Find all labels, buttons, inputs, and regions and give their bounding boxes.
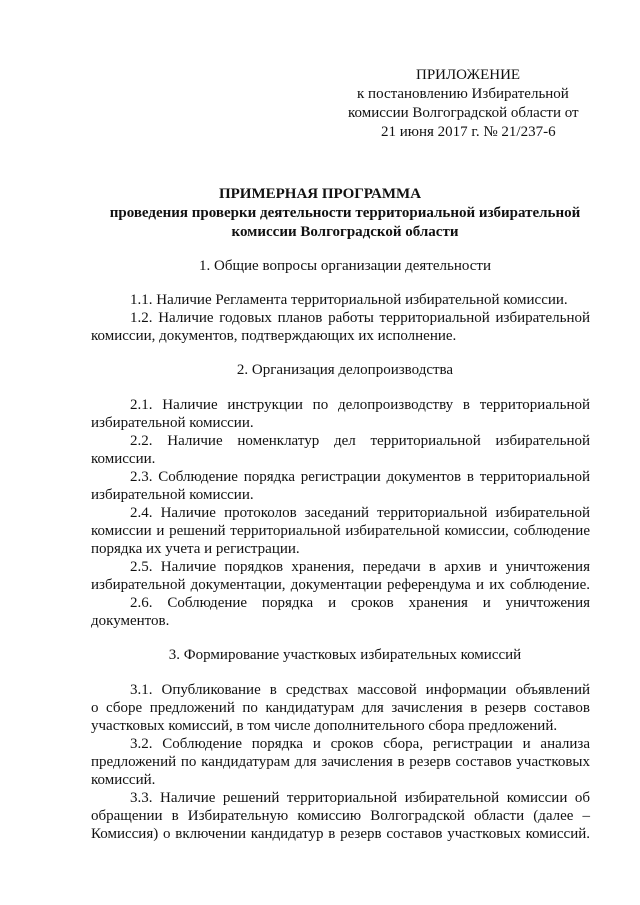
document-title: ПРИМЕРНАЯ ПРОГРАММА (218, 186, 422, 202)
section-3-title: 3. Формирование участковых избирательных комиссий (168, 647, 522, 663)
section-2-item-4-line-2: комиссии и решений территориальной избирательной комиссии, соблюдение (91, 523, 590, 539)
document-subtitle-1: проведения проверки деятельности территориальной избирательной (109, 205, 581, 221)
section-2-title: 2. Организация делопроизводства (236, 362, 454, 378)
section-2-item-1-line-1: 2.1. Наличие инструкции по делопроизводству в территориальной (130, 397, 590, 413)
section-1-item-2-line-2: комиссии, документов, подтверждающих их исполнение. (91, 328, 457, 344)
section-3-item-1-line-1: 3.1. Опубликование в средствах массовой информации объявлений (130, 682, 590, 698)
section-3-item-3-line-1: 3.3. Наличие решений территориальной избирательной комиссии об (130, 790, 590, 806)
section-2-item-4-line-1: 2.4. Наличие протоколов заседаний территориальной избирательной (130, 505, 590, 521)
section-2-item-3-line-1: 2.3. Соблюдение порядка регистрации документов в территориальной (130, 469, 590, 485)
section-2-item-3-line-2: избирательной комиссии. (91, 487, 254, 503)
section-1-item-2-line-1: 1.2. Наличие годовых планов работы территориальной избирательной (130, 310, 590, 326)
section-3-item-3-line-2: обращении в Избирательную комиссию Волгоградской области (далее – (91, 808, 590, 824)
section-2-item-4-line-3: порядка их учета и регистрации. (91, 541, 300, 557)
section-2-item-1-line-2: избирательной комиссии. (91, 415, 254, 431)
appendix-title: ПРИЛОЖЕНИЕ (416, 67, 521, 83)
appendix-line-2: комиссии Волгоградской области от (348, 105, 579, 121)
section-2-item-2-line-1: 2.2. Наличие номенклатур дел территориальной избирательной (130, 433, 590, 449)
section-1-item-1: 1.1. Наличие Регламента территориальной избирательной комиссии. (130, 292, 568, 308)
section-2-item-6-line-1: 2.6. Соблюдение порядка и сроков хранения и уничтожения (130, 595, 590, 611)
section-3-item-3-line-3: Комиссия) о включении кандидатур в резерв составов участковых комиссий. (91, 826, 590, 842)
appendix-line-1: к постановлению Избирательной (357, 86, 569, 102)
section-2-item-5-line-1: 2.5. Наличие порядков хранения, передачи в архив и уничтожения (130, 559, 590, 575)
section-3-item-2-line-2: предложений по кандидатурам для зачисления в резерв составов участковых (91, 754, 590, 770)
document-subtitle-2: комиссии Волгоградской области (231, 224, 459, 240)
section-2-item-2-line-2: комиссии. (91, 451, 156, 467)
section-2-item-5-line-2: избирательной документации, документации референдума и их соблюдение. (91, 577, 590, 593)
section-3-item-2-line-1: 3.2. Соблюдение порядка и сроков сбора, регистрации и анализа (130, 736, 590, 752)
section-2-item-6-line-2: документов. (91, 613, 170, 629)
section-1-title: 1. Общие вопросы организации деятельности (199, 258, 491, 274)
section-3-item-1-line-2: о сборе предложений по кандидатурам для зачисления в резерв составов (91, 700, 590, 716)
appendix-line-3: 21 июня 2017 г. № 21/237-6 (381, 124, 556, 140)
section-3-item-2-line-3: комиссий. (91, 772, 156, 788)
section-3-item-1-line-3: участковых комиссий, в том числе дополнительного сбора предложений. (91, 718, 558, 734)
